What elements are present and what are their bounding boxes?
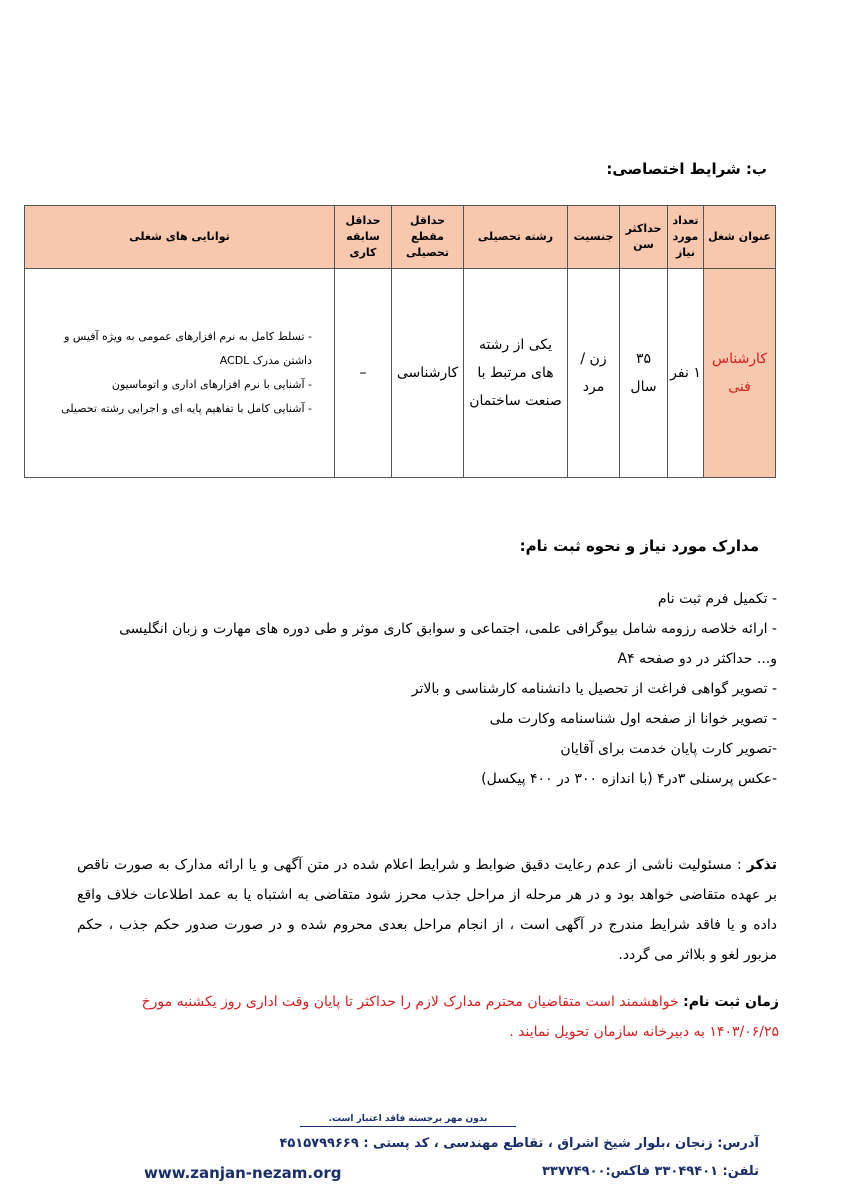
website-link[interactable]: www.zanjan-nezam.org (144, 1164, 342, 1182)
cell-field: یکی از رشته های مرتبط با صنعت ساختمان (464, 269, 568, 478)
cell-count: ۱ نفر (668, 269, 704, 478)
documents-list (77, 584, 777, 794)
skill-item: - تسلط کامل به نرم افزارهای عمومی به ویژه آفیس و داشتن مدرک ACDL (33, 325, 312, 373)
registration-paragraph (69, 987, 779, 1047)
table-header-row (25, 206, 776, 269)
footer-address: آدرس: زنجان ،بلوار شیخ اشراق ، تقاطع مهندسی ، کد پستی : ۴۵۱۵۷۹۹۶۶۹ (279, 1136, 759, 1151)
registration-text: خواهشمند است متقاضیان محترم مدارک لازم را حداکثر تا پایان وقت اداری روز یکشنبه مورخ (141, 994, 684, 1010)
registration-date-line: ۱۴۰۳/۰۶/۲۵ به دبیرخانه سازمان تحویل نمایند . (509, 1024, 779, 1040)
list-item: - ارائه خلاصه رزومه شامل بیوگرافی علمی، اجتماعی و سوابق کاری موثر و طی دوره های مهارت و زبان انگلیسی (119, 621, 777, 637)
documents-heading: مدارک مورد نیاز و نحوه ثبت نام: (519, 537, 759, 555)
note-text: : مسئولیت ناشی از عدم رعایت دقیق ضوابط و شرایط اعلام شده در متن آگهی و یا ارائه مدارک به صورت ناقص بر عهده متقاضی خواهد بود و در هر مرحله از مراحل جذب محرز شود متقاضی به اشتباه یا به عمد اطلاعات خلاف واقع داده و یا فاقد شرایط مندرج در آگهی است ، از انجام مراحل بعدی محروم شده و در صورت صدور حکم جذب ، حکم مزبور لغو و بلااثر می گردد. (77, 857, 777, 963)
note-paragraph (77, 850, 777, 970)
list-item: - تصویر خوانا از صفحه اول شناسنامه وکارت ملی (489, 711, 777, 727)
list-item: -عکس پرسنلی ۳در۴ (با اندازه ۳۰۰ در ۴۰۰ پیکسل) (481, 771, 777, 787)
header-skills: توانایی های شغلی (25, 206, 335, 269)
list-item: - تکمیل فرم ثبت نام (657, 591, 777, 607)
footer-contact: تلفن: ۳۳۰۴۹۴۰۱ فاکس:۳۳۷۷۴۹۰۰ (542, 1164, 759, 1179)
cell-max-age: ۳۵ سال (620, 269, 668, 478)
cell-gender: زن / مرد (568, 269, 620, 478)
table-row (25, 269, 776, 478)
cell-job-title: کارشناس فنی (704, 269, 776, 478)
header-degree: حداقل مقطع تحصیلی (392, 206, 464, 269)
requirements-table (24, 205, 776, 478)
skill-item: - آشنایی با نرم افزارهای اداری و اتوماسیون (33, 373, 312, 397)
header-max-age: حداکثر سن (620, 206, 668, 269)
list-item: -تصویر کارت پایان خدمت برای آقایان (560, 741, 777, 757)
list-item: - تصویر گواهی فراغت از تحصیل یا دانشنامه کارشناسی و بالاتر (411, 681, 777, 697)
note-label: تذکر (746, 857, 777, 873)
stamp-note: بدون مهر برجسته فاقد اعتبار است. (300, 1114, 516, 1127)
skill-item: - آشنایی کامل با تفاهیم پایه ای و اجرایی رشته تحصیلی (33, 397, 312, 421)
header-gender: جنسیت (568, 206, 620, 269)
registration-label: زمان ثبت نام: (683, 994, 779, 1010)
header-job-title: عنوان شغل (704, 206, 776, 269)
cell-degree: کارشناسی (392, 269, 464, 478)
header-field: رشته تحصیلی (464, 206, 568, 269)
header-experience: حداقل سابقه کاری (335, 206, 392, 269)
section-title: ب: شرایط اختصاصی: (606, 160, 767, 178)
list-item: و... حداکثر در دو صفحه A۴ (617, 651, 777, 667)
cell-experience: – (335, 269, 392, 478)
header-count: تعداد مورد نیاز (668, 206, 704, 269)
cell-skills (25, 269, 335, 478)
